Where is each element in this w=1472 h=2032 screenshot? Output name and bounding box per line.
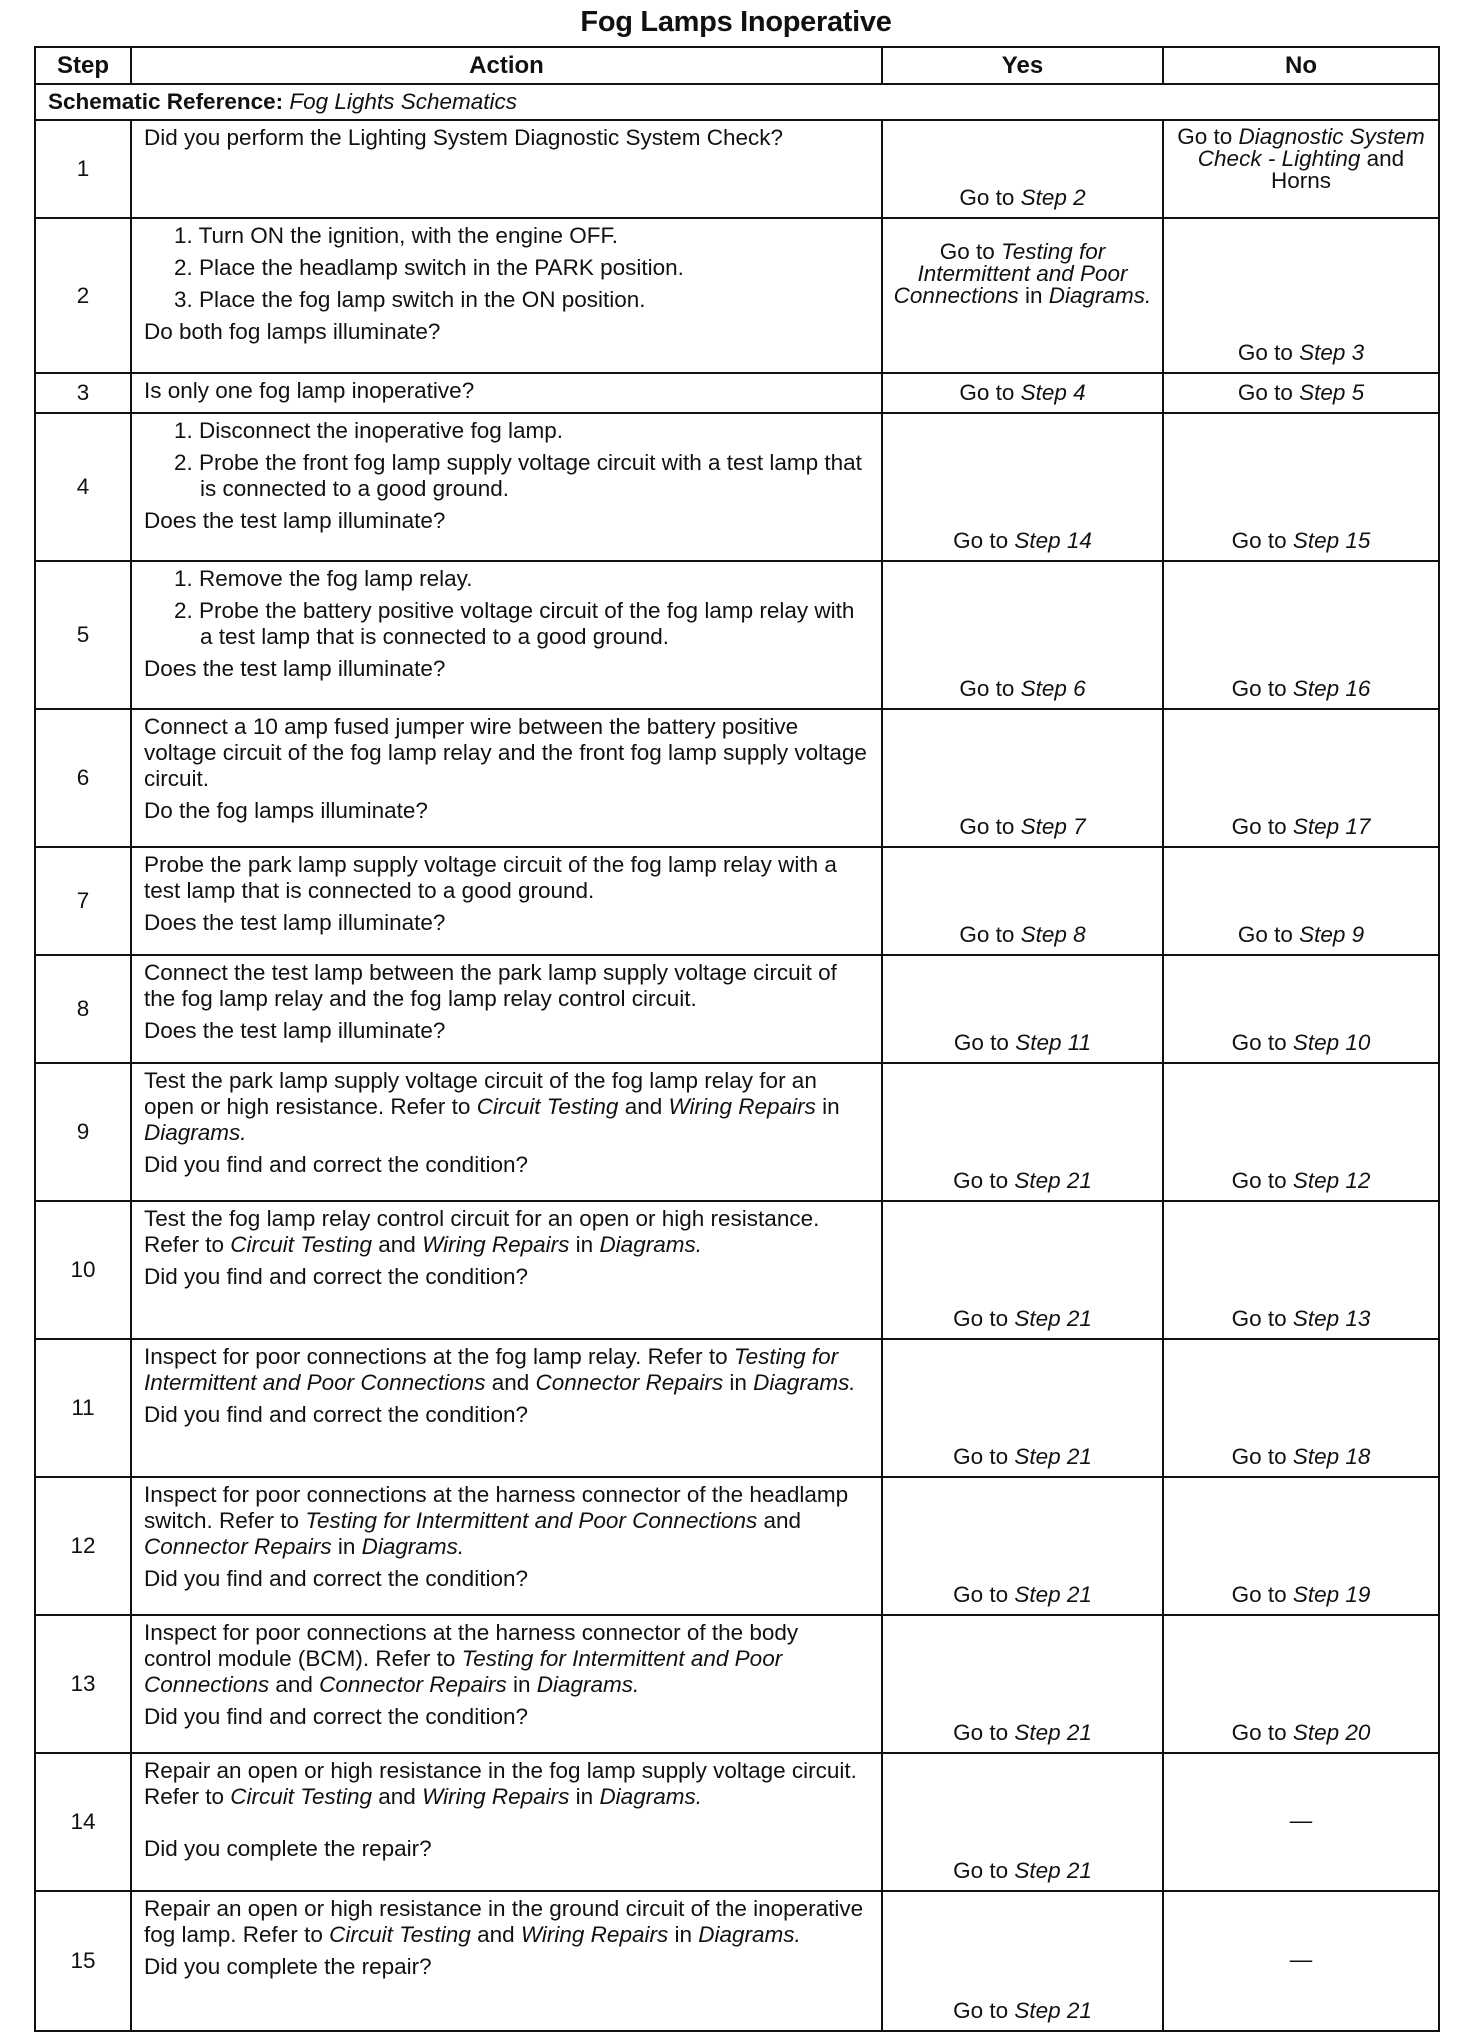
no-action[interactable] bbox=[1170, 340, 1432, 366]
yes-action[interactable] bbox=[889, 185, 1156, 211]
no-action-text: Go to bbox=[1231, 1030, 1293, 1055]
action-question: Did you complete the repair? bbox=[144, 1836, 432, 1861]
action-instruction-link[interactable]: Connector Repairs bbox=[319, 1672, 507, 1697]
action-instruction-text: Test the fog lamp relay control circuit for an open or high resistance. Refer to bbox=[144, 1206, 820, 1257]
step-number: 3 bbox=[35, 373, 131, 413]
action-instruction-link[interactable]: Diagrams. bbox=[698, 1922, 801, 1947]
no-action[interactable] bbox=[1170, 126, 1432, 192]
action-instruction-link[interactable]: Connector Repairs bbox=[535, 1370, 724, 1395]
no-action-text: Go to bbox=[1231, 1306, 1293, 1331]
no-action-text: Go to bbox=[1231, 676, 1293, 701]
yes-action-link[interactable]: Step 8 bbox=[1020, 922, 1086, 947]
action-instruction-link[interactable]: Connector Repairs bbox=[144, 1534, 332, 1559]
action-instruction-link[interactable]: Wiring Repairs bbox=[422, 1784, 570, 1809]
yes-action[interactable] bbox=[889, 1306, 1156, 1332]
yes-action[interactable] bbox=[889, 1030, 1156, 1056]
yes-action-text: Go to bbox=[953, 528, 1015, 553]
no-action-link[interactable]: Step 9 bbox=[1299, 922, 1365, 947]
action-instruction-link[interactable]: Circuit Testing bbox=[329, 1922, 471, 1947]
action-instruction-text: and bbox=[269, 1672, 320, 1697]
no-action-text: and Horns bbox=[1270, 146, 1405, 193]
schematic-reference-row bbox=[35, 84, 1439, 120]
no-cell bbox=[1163, 373, 1439, 413]
yes-cell bbox=[882, 1063, 1163, 1201]
action-list-text: Probe the front fog lamp supply voltage circuit with a test lamp that is connected to a good ground. bbox=[199, 450, 862, 501]
table-row bbox=[35, 413, 1439, 561]
yes-action[interactable] bbox=[889, 380, 1156, 406]
action-cell bbox=[131, 218, 882, 373]
action-instruction-link[interactable]: Testing for Intermittent and Poor Connections bbox=[144, 1344, 839, 1395]
action-instruction bbox=[144, 1482, 871, 1560]
action-list-item bbox=[144, 255, 871, 281]
yes-action-text: Go to bbox=[959, 676, 1021, 701]
table-row bbox=[35, 1063, 1439, 1201]
yes-action-text: Go to bbox=[953, 1720, 1015, 1745]
action-question: Did you find and correct the condition? bbox=[144, 1152, 528, 1177]
no-action-link[interactable]: Diagnostic System Check - Lighting bbox=[1197, 124, 1425, 171]
yes-action[interactable] bbox=[889, 1582, 1156, 1608]
action-instruction bbox=[144, 1620, 871, 1698]
action-cell bbox=[131, 1753, 882, 1891]
action-instruction-text: and bbox=[618, 1094, 669, 1119]
no-action-text: Go to bbox=[1231, 1168, 1293, 1193]
table-row bbox=[35, 709, 1439, 847]
action-cell bbox=[131, 955, 882, 1063]
yes-action-link[interactable]: Step 21 bbox=[1014, 1582, 1092, 1607]
action-list-number: 1. bbox=[174, 223, 193, 248]
no-cell bbox=[1163, 955, 1439, 1063]
action-instruction-text: in bbox=[723, 1370, 754, 1395]
action-list-text: Turn ON the ignition, with the engine OFF. bbox=[198, 223, 618, 248]
yes-cell bbox=[882, 120, 1163, 218]
no-cell bbox=[1163, 1615, 1439, 1753]
no-action-link[interactable]: Step 20 bbox=[1292, 1720, 1371, 1745]
action-question: Does the test lamp illuminate? bbox=[144, 910, 446, 935]
action-instruction bbox=[144, 1206, 871, 1258]
step-number: 1 bbox=[35, 120, 131, 218]
action-question: Do the fog lamps illuminate? bbox=[144, 798, 428, 823]
action-instruction-link[interactable]: Circuit Testing bbox=[476, 1094, 619, 1119]
no-action-text: Go to bbox=[1231, 1582, 1293, 1607]
step-number: 8 bbox=[35, 955, 131, 1063]
no-action[interactable] bbox=[1170, 1168, 1432, 1194]
action-instruction-text: and bbox=[485, 1370, 536, 1395]
action-cell bbox=[131, 413, 882, 561]
table-row bbox=[35, 373, 1439, 413]
action-instruction bbox=[144, 1758, 871, 1810]
action-cell bbox=[131, 1477, 882, 1615]
action-question: Does the test lamp illuminate? bbox=[144, 1018, 446, 1043]
action-list-number: 2. bbox=[174, 255, 193, 280]
yes-action[interactable] bbox=[889, 1858, 1156, 1884]
action-instruction-link[interactable]: Diagrams. bbox=[599, 1784, 702, 1809]
yes-action-text: Go to bbox=[959, 814, 1021, 839]
action-cell bbox=[131, 847, 882, 955]
table-row bbox=[35, 218, 1439, 373]
action-instruction-text: and bbox=[372, 1784, 423, 1809]
yes-action-text: Go to bbox=[959, 922, 1021, 947]
action-instruction-text: Inspect for poor connections at the harness connector of the body control module (BCM). Refer to bbox=[144, 1620, 799, 1671]
yes-cell bbox=[882, 561, 1163, 709]
no-cell bbox=[1163, 1891, 1439, 2031]
yes-action[interactable] bbox=[889, 241, 1156, 307]
yes-action-text: Go to bbox=[953, 1168, 1015, 1193]
no-cell bbox=[1163, 1201, 1439, 1339]
action-instruction-text: in bbox=[569, 1232, 600, 1257]
yes-action[interactable] bbox=[889, 1168, 1156, 1194]
table-row bbox=[35, 1753, 1439, 1891]
action-cell bbox=[131, 1339, 882, 1477]
action-instruction bbox=[144, 1896, 871, 1948]
yes-action-text: Go to bbox=[953, 1998, 1015, 2023]
action-question: Did you find and correct the condition? bbox=[144, 1264, 528, 1289]
action-instruction-text: Inspect for poor connections at the fog lamp relay. Refer to bbox=[144, 1344, 734, 1369]
action-instruction-text: and bbox=[757, 1508, 802, 1533]
action-instruction-text: in bbox=[569, 1784, 600, 1809]
yes-action-link[interactable]: Step 21 bbox=[1014, 1168, 1092, 1193]
yes-action[interactable] bbox=[889, 1720, 1156, 1746]
no-action[interactable] bbox=[1170, 814, 1432, 840]
action-instruction-link[interactable]: Circuit Testing bbox=[230, 1784, 373, 1809]
yes-action-link[interactable]: Step 21 bbox=[1014, 1306, 1092, 1331]
action-instruction-text: in bbox=[815, 1094, 840, 1119]
yes-cell bbox=[882, 955, 1163, 1063]
header-step: Step bbox=[35, 47, 131, 84]
yes-cell bbox=[882, 218, 1163, 373]
header-action: Action bbox=[131, 47, 882, 84]
no-action-text: Go to bbox=[1237, 340, 1300, 365]
header-yes: Yes bbox=[882, 47, 1163, 84]
action-list-number: 3. bbox=[174, 287, 193, 312]
yes-cell bbox=[882, 1339, 1163, 1477]
action-instruction-link[interactable]: Wiring Repairs bbox=[520, 1922, 669, 1947]
table-row bbox=[35, 1201, 1439, 1339]
action-cell bbox=[131, 709, 882, 847]
step-number: 12 bbox=[35, 1477, 131, 1615]
no-action[interactable] bbox=[1170, 1306, 1432, 1332]
action-list-number: 1. bbox=[174, 566, 193, 591]
action-cell bbox=[131, 120, 882, 218]
action-question: Did you find and correct the condition? bbox=[144, 1566, 528, 1591]
yes-cell bbox=[882, 1201, 1163, 1339]
step-number: 4 bbox=[35, 413, 131, 561]
no-action-text: Go to bbox=[1231, 1444, 1293, 1469]
no-action-link[interactable]: Step 3 bbox=[1299, 340, 1365, 365]
yes-action[interactable] bbox=[889, 1444, 1156, 1470]
action-instruction bbox=[144, 1344, 871, 1396]
action-instruction bbox=[144, 1068, 871, 1146]
no-action-link[interactable]: Step 19 bbox=[1292, 1582, 1371, 1607]
action-instruction-text: Repair an open or high resistance in the fog lamp supply voltage circuit. Refer to bbox=[144, 1758, 857, 1809]
action-instruction-link[interactable]: Diagrams. bbox=[144, 1120, 247, 1145]
action-question: Did you complete the repair? bbox=[144, 1954, 432, 1979]
yes-cell bbox=[882, 847, 1163, 955]
action-list-text: Place the headlamp switch in the PARK position. bbox=[199, 255, 684, 280]
yes-action-text: Go to bbox=[953, 1444, 1015, 1469]
action-list-item bbox=[144, 566, 871, 592]
no-action[interactable] bbox=[1170, 1582, 1432, 1608]
no-action[interactable] bbox=[1170, 922, 1432, 948]
action-instruction-text: Inspect for poor connections at the harness connector of the headlamp switch. Refer to bbox=[144, 1482, 849, 1533]
action-list-number: 2. bbox=[174, 450, 193, 475]
yes-cell bbox=[882, 1891, 1163, 2031]
no-action-link[interactable]: Step 18 bbox=[1292, 1444, 1371, 1469]
step-number: 11 bbox=[35, 1339, 131, 1477]
yes-action-link[interactable]: Step 6 bbox=[1020, 676, 1086, 701]
yes-action-text: Go to bbox=[953, 1582, 1015, 1607]
no-action[interactable] bbox=[1170, 676, 1432, 702]
action-list-number: 2. bbox=[174, 598, 193, 623]
action-list-item bbox=[144, 223, 871, 249]
no-action-link[interactable]: Step 17 bbox=[1292, 814, 1371, 839]
no-cell bbox=[1163, 413, 1439, 561]
action-question: Does the test lamp illuminate? bbox=[144, 508, 446, 533]
yes-action-link[interactable]: Step 21 bbox=[1014, 1720, 1092, 1745]
yes-action-text: Go to bbox=[953, 1306, 1015, 1331]
step-number: 5 bbox=[35, 561, 131, 709]
yes-action-link[interactable]: Step 7 bbox=[1020, 814, 1086, 839]
header-no: No bbox=[1163, 47, 1439, 84]
action-instruction-text: Repair an open or high resistance in the ground circuit of the inoperative fog lamp. Refer to bbox=[144, 1896, 864, 1947]
table-header-row bbox=[35, 47, 1439, 84]
no-action-text: Go to bbox=[1231, 1720, 1293, 1745]
yes-action-link[interactable]: Step 21 bbox=[1014, 1998, 1092, 2023]
yes-action[interactable] bbox=[889, 676, 1156, 702]
step-number: 14 bbox=[35, 1753, 131, 1891]
step-number: 2 bbox=[35, 218, 131, 373]
no-cell bbox=[1163, 1753, 1439, 1891]
yes-action-link[interactable]: Step 4 bbox=[1020, 380, 1086, 405]
yes-action-text: Go to bbox=[959, 380, 1021, 405]
action-list-item bbox=[144, 598, 871, 650]
action-question: Does the test lamp illuminate? bbox=[144, 656, 446, 681]
action-cell bbox=[131, 373, 882, 413]
no-action-link[interactable]: Step 16 bbox=[1292, 676, 1371, 701]
schematic-reference-label: Schematic Reference: bbox=[48, 89, 284, 114]
action-instruction-text: and bbox=[372, 1232, 423, 1257]
action-instruction-link[interactable]: Testing for Intermittent and Poor Connections bbox=[144, 1646, 783, 1697]
no-cell bbox=[1163, 847, 1439, 955]
action-question: Did you find and correct the condition? bbox=[144, 1704, 528, 1729]
no-action-text: Go to bbox=[1237, 922, 1300, 947]
action-instruction-link[interactable]: Diagrams. bbox=[753, 1370, 856, 1395]
action-instruction-text: in bbox=[668, 1922, 699, 1947]
no-action[interactable] bbox=[1170, 380, 1432, 406]
action-question: Did you find and correct the condition? bbox=[144, 1402, 528, 1427]
action-list-text: Place the fog lamp switch in the ON position. bbox=[199, 287, 646, 312]
schematic-reference bbox=[35, 84, 1439, 120]
yes-cell bbox=[882, 1477, 1163, 1615]
table-row bbox=[35, 847, 1439, 955]
no-action-link[interactable]: Step 5 bbox=[1299, 380, 1365, 405]
action-instruction-link[interactable]: Wiring Repairs bbox=[668, 1094, 816, 1119]
action-question: Did you perform the Lighting System Diagnostic System Check? bbox=[144, 125, 784, 150]
yes-action-link[interactable]: Step 2 bbox=[1020, 185, 1086, 210]
no-action[interactable] bbox=[1170, 1444, 1432, 1470]
action-instruction-link[interactable]: Testing for Intermittent and Poor Connections bbox=[305, 1508, 758, 1533]
action-question: Connect the test lamp between the park lamp supply voltage circuit of the fog lamp relay and the fog lamp relay control circuit. bbox=[144, 960, 837, 1011]
action-instruction-link[interactable]: Diagrams. bbox=[599, 1232, 702, 1257]
action-instruction-text: in bbox=[506, 1672, 537, 1697]
yes-action[interactable] bbox=[889, 814, 1156, 840]
yes-action-text: Go to bbox=[953, 1030, 1016, 1055]
table-body bbox=[35, 84, 1439, 2031]
action-instruction-text: in bbox=[331, 1534, 362, 1559]
no-action[interactable] bbox=[1170, 1720, 1432, 1746]
no-action bbox=[1170, 1808, 1432, 1834]
schematic-reference-link[interactable]: Fog Lights Schematics bbox=[289, 89, 517, 114]
step-number: 10 bbox=[35, 1201, 131, 1339]
action-instruction-link[interactable]: Wiring Repairs bbox=[422, 1232, 570, 1257]
step-number: 9 bbox=[35, 1063, 131, 1201]
action-list-text: Disconnect the inoperative fog lamp. bbox=[199, 418, 563, 443]
yes-cell bbox=[882, 1753, 1163, 1891]
no-action-text: Go to bbox=[1177, 124, 1239, 149]
yes-action-link[interactable]: Step 11 bbox=[1015, 1030, 1092, 1055]
no-action-text: — bbox=[1289, 1808, 1313, 1833]
action-cell bbox=[131, 1063, 882, 1201]
step-number: 7 bbox=[35, 847, 131, 955]
table-row bbox=[35, 1615, 1439, 1753]
action-instruction-text: and bbox=[470, 1922, 521, 1947]
table-row bbox=[35, 120, 1439, 218]
action-list-item bbox=[144, 287, 871, 313]
no-action bbox=[1170, 1947, 1432, 1973]
action-list-item bbox=[144, 450, 871, 502]
action-cell bbox=[131, 1615, 882, 1753]
no-cell bbox=[1163, 1477, 1439, 1615]
action-list-number: 1. bbox=[174, 418, 193, 443]
action-spacer bbox=[144, 1816, 871, 1836]
action-cell bbox=[131, 1201, 882, 1339]
step-number: 15 bbox=[35, 1891, 131, 2031]
action-instruction-link[interactable]: Diagrams. bbox=[536, 1672, 640, 1697]
no-cell bbox=[1163, 1339, 1439, 1477]
yes-action[interactable] bbox=[889, 1998, 1156, 2024]
yes-action-text: Go to bbox=[959, 185, 1021, 210]
no-cell bbox=[1163, 1063, 1439, 1201]
table-row bbox=[35, 1891, 1439, 2031]
action-instruction-link[interactable]: Diagrams. bbox=[361, 1534, 465, 1559]
action-list-text: Remove the fog lamp relay. bbox=[199, 566, 473, 591]
action-question: Do both fog lamps illuminate? bbox=[144, 319, 441, 344]
no-cell bbox=[1163, 561, 1439, 709]
no-action[interactable] bbox=[1170, 1030, 1432, 1056]
no-action-link[interactable]: Step 12 bbox=[1292, 1168, 1371, 1193]
page-title: Fog Lamps Inoperative bbox=[580, 6, 892, 38]
yes-action-text: in bbox=[1018, 283, 1049, 308]
yes-cell bbox=[882, 709, 1163, 847]
action-list-text: Probe the battery positive voltage circuit of the fog lamp relay with a test lamp that is connected to a good ground. bbox=[199, 598, 855, 649]
no-action-link[interactable]: Step 15 bbox=[1292, 528, 1371, 553]
action-cell bbox=[131, 1891, 882, 2031]
action-question: Is only one fog lamp inoperative? bbox=[144, 378, 475, 403]
yes-cell bbox=[882, 1615, 1163, 1753]
no-cell bbox=[1163, 120, 1439, 218]
action-list-item bbox=[144, 418, 871, 444]
yes-action-link[interactable]: Step 21 bbox=[1014, 1858, 1092, 1883]
yes-action[interactable] bbox=[889, 528, 1156, 554]
no-action[interactable] bbox=[1170, 528, 1432, 554]
no-cell bbox=[1163, 709, 1439, 847]
no-action-link[interactable]: Step 13 bbox=[1292, 1306, 1371, 1331]
yes-cell bbox=[882, 373, 1163, 413]
yes-action-text: Go to bbox=[953, 1858, 1015, 1883]
table-row bbox=[35, 1477, 1439, 1615]
yes-cell bbox=[882, 413, 1163, 561]
step-number: 6 bbox=[35, 709, 131, 847]
action-instruction-text: Test the park lamp supply voltage circuit of the fog lamp relay for an open or high resistance. Refer to bbox=[144, 1068, 817, 1119]
table-row bbox=[35, 1339, 1439, 1477]
yes-action[interactable] bbox=[889, 922, 1156, 948]
diagnostic-table bbox=[34, 46, 1440, 2032]
yes-action-link[interactable]: Step 21 bbox=[1014, 1444, 1092, 1469]
yes-action-link[interactable]: Testing for Intermittent and Poor Connections bbox=[893, 239, 1128, 308]
no-action-text: Go to bbox=[1237, 380, 1300, 405]
no-action-text: Go to bbox=[1231, 814, 1293, 839]
no-action-link[interactable]: Step 10 bbox=[1292, 1030, 1371, 1055]
table-row bbox=[35, 561, 1439, 709]
action-question: Probe the park lamp supply voltage circuit of the fog lamp relay with a test lamp that is connected to a good ground. bbox=[144, 852, 837, 903]
action-question: Connect a 10 amp fused jumper wire between the battery positive voltage circuit of the fog lamp relay and the front fog lamp supply voltage circuit. bbox=[144, 714, 867, 791]
no-action-text: Go to bbox=[1231, 528, 1293, 553]
yes-action-link[interactable]: Step 14 bbox=[1014, 528, 1092, 553]
step-number: 13 bbox=[35, 1615, 131, 1753]
no-action-text: — bbox=[1289, 1947, 1313, 1972]
yes-action-text: Go to bbox=[939, 239, 1002, 264]
no-cell bbox=[1163, 218, 1439, 373]
yes-action-link[interactable]: Diagrams. bbox=[1048, 283, 1152, 308]
action-cell bbox=[131, 561, 882, 709]
action-instruction-link[interactable]: Circuit Testing bbox=[230, 1232, 373, 1257]
table-row bbox=[35, 955, 1439, 1063]
